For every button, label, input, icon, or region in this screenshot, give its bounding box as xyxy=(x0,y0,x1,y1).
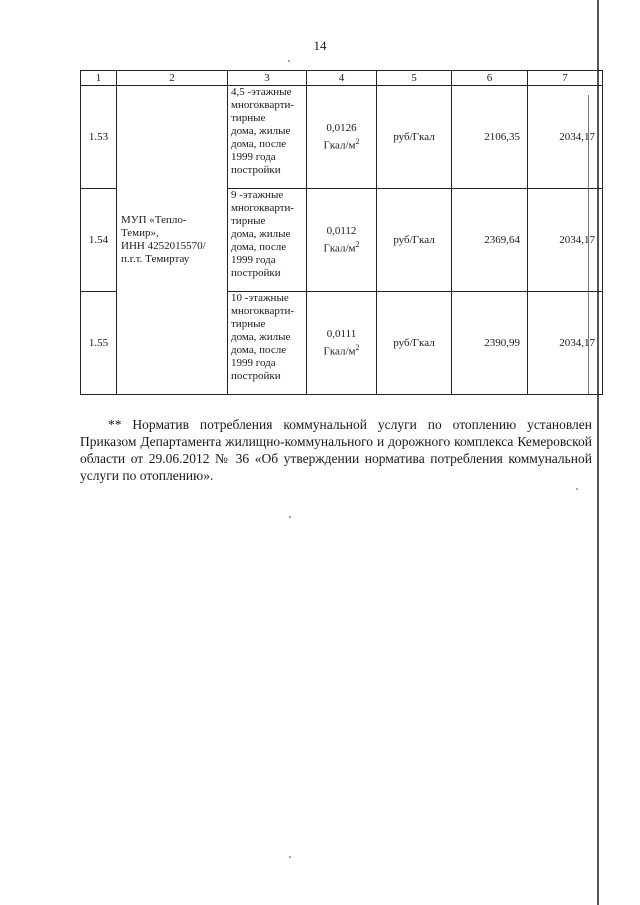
norm-unit-exponent: 2 xyxy=(355,239,360,249)
desc-line: дома, жилые xyxy=(231,331,291,343)
norm-unit-text: Гкал/м xyxy=(323,242,356,255)
desc-line: тирные xyxy=(231,112,266,124)
norm-cell xyxy=(307,189,377,292)
norm-unit xyxy=(307,238,376,256)
scan-speck xyxy=(289,516,291,518)
norm-value: 0,0126 xyxy=(326,121,357,134)
column-header: 2 xyxy=(117,71,228,86)
desc-line: постройки xyxy=(231,164,281,176)
desc-line: 10 -этажные xyxy=(231,292,289,304)
desc-line: 1999 года xyxy=(231,254,276,266)
column-header: 7 xyxy=(528,71,603,86)
price-cell: 2369,64 xyxy=(452,189,528,292)
desc-line: 1999 года xyxy=(231,357,276,369)
column-header: 6 xyxy=(452,71,528,86)
desc-line: многокварти- xyxy=(231,202,295,214)
norm-cell xyxy=(307,292,377,395)
column-header: 3 xyxy=(228,71,307,86)
desc-line: 1999 года xyxy=(231,151,276,163)
column-header: 5 xyxy=(377,71,452,86)
provider-line: ИНН 4252015570/ xyxy=(121,240,206,252)
footnote-text: ** Норматив потребления коммунальной услуги по отоплению установлен Приказом Департамента жилищно-коммунального и дорожного комплекса Кемеровской области от 29.06.2012 № 36 «Об утверждении норматива потребления коммунальной услуги по отоплению». xyxy=(80,417,592,483)
column-header: 4 xyxy=(307,71,377,86)
column-header: 1 xyxy=(81,71,117,86)
table-row xyxy=(81,86,603,189)
scan-speck xyxy=(289,856,291,858)
scan-speck xyxy=(288,60,290,62)
norm-unit xyxy=(307,135,376,153)
provider-line: МУП «Тепло- xyxy=(121,214,187,226)
norm-unit-text: Гкал/м xyxy=(323,139,356,152)
provider-line: Темир», xyxy=(121,227,159,239)
building-description xyxy=(228,292,307,395)
norm-cell xyxy=(307,86,377,189)
row-number: 1.54 xyxy=(81,189,117,292)
price-cell: 2034,17 xyxy=(528,189,603,292)
norm-value: 0,0111 xyxy=(326,327,357,340)
norm-unit-text: Гкал/м xyxy=(323,345,356,358)
desc-line: многокварти- xyxy=(231,305,295,317)
page-number: 14 xyxy=(313,38,327,53)
price-cell: 2390,99 xyxy=(452,292,528,395)
row-number: 1.53 xyxy=(81,86,117,189)
desc-line: постройки xyxy=(231,267,281,279)
desc-line: тирные xyxy=(231,215,266,227)
price-cell: 2034,17 xyxy=(528,86,603,189)
desc-line: 4,5 -этажные xyxy=(231,86,292,98)
scan-speck xyxy=(576,488,578,490)
provider-line: п.г.т. Темиртау xyxy=(121,253,190,265)
desc-line: постройки xyxy=(231,370,281,382)
unit-cell: руб/Гкал xyxy=(377,86,452,189)
building-description xyxy=(228,189,307,292)
norm-unit-exponent: 2 xyxy=(355,342,360,352)
desc-line: дома, после xyxy=(231,138,287,150)
desc-line: многокварти- xyxy=(231,99,295,111)
desc-line: дома, после xyxy=(231,241,287,253)
desc-line: 9 -этажные xyxy=(231,189,284,201)
provider-cell xyxy=(117,86,228,395)
price-cell: 2106,35 xyxy=(452,86,528,189)
row-number: 1.55 xyxy=(81,292,117,395)
desc-line: дома, после xyxy=(231,344,287,356)
tariff-table xyxy=(80,70,603,395)
desc-line: дома, жилые xyxy=(231,125,291,137)
norm-unit xyxy=(307,341,376,359)
unit-cell: руб/Гкал xyxy=(377,189,452,292)
building-description xyxy=(228,86,307,189)
price-cell: 2034,17 xyxy=(528,292,603,395)
norm-unit-exponent: 2 xyxy=(355,136,360,146)
unit-cell: руб/Гкал xyxy=(377,292,452,395)
norm-value: 0,0112 xyxy=(326,224,357,237)
desc-line: дома, жилые xyxy=(231,228,291,240)
footnote xyxy=(80,416,592,484)
table-header-row xyxy=(81,71,603,86)
desc-line: тирные xyxy=(231,318,266,330)
